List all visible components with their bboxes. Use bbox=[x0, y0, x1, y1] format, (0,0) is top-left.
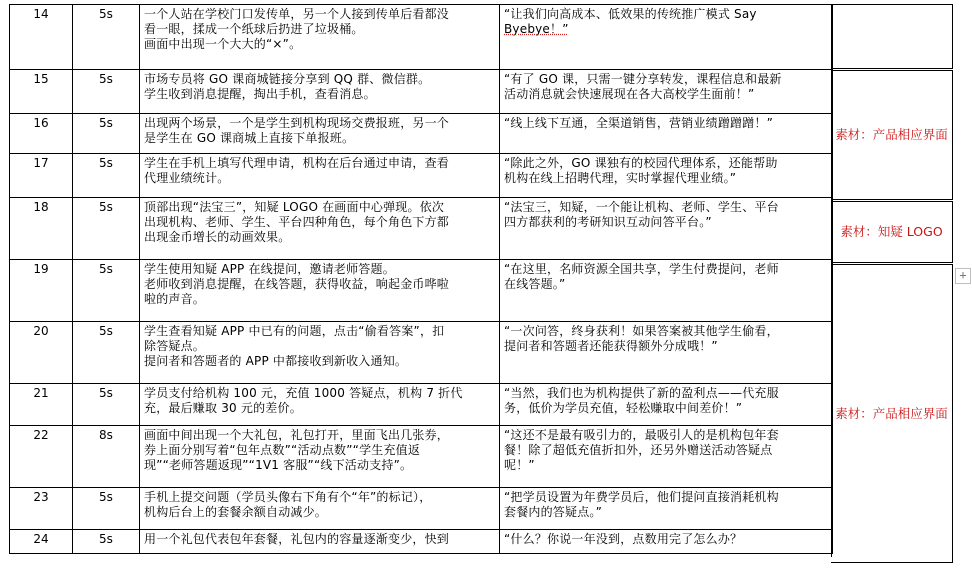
row-duration[interactable]: 5s bbox=[73, 384, 140, 426]
scene-description-cell[interactable] bbox=[140, 154, 500, 198]
row-duration[interactable]: 5s bbox=[73, 198, 140, 260]
voiceover-line: 餐！除了超低充值折扣外，还另外赠送活动答疑点 bbox=[504, 443, 773, 457]
material-note-logo[interactable] bbox=[831, 201, 953, 263]
voiceover-line: “当然，我们也为机构提供了新的盈利点——代充服 bbox=[504, 386, 779, 400]
scene-description-cell[interactable] bbox=[140, 114, 500, 154]
table-row bbox=[10, 384, 833, 426]
voiceover-line: “线上线下互通，全渠道销售，营销业绩蹭蹭蹭！” bbox=[504, 116, 774, 130]
scene-line: 用一个礼包代表包年套餐，礼包内的容量逐渐变少，快到 bbox=[144, 532, 450, 546]
table-row bbox=[10, 114, 833, 154]
scene-line: 除答疑点。 bbox=[144, 339, 206, 353]
row-duration[interactable]: 5s bbox=[73, 5, 140, 70]
voiceover-cell[interactable] bbox=[500, 530, 833, 554]
row-duration[interactable]: 5s bbox=[73, 530, 140, 554]
voiceover-line: 呢！” bbox=[504, 458, 535, 472]
scene-line: 学生在手机上填写代理申请，机构在后台通过申请，查看 bbox=[144, 156, 450, 170]
scene-line: 老师收到消息提醒，在线答题，获得收益，响起金币哗啦 bbox=[144, 277, 450, 291]
scene-line: 提问者和答题者的 APP 中都接收到新收入通知。 bbox=[144, 354, 408, 368]
notes-cell-empty[interactable] bbox=[831, 4, 953, 69]
scene-line: 学生收到消息提醒，掏出手机，查看消息。 bbox=[144, 87, 376, 101]
row-number[interactable]: 21 bbox=[10, 384, 73, 426]
scene-description-cell[interactable] bbox=[140, 384, 500, 426]
material-note-ui-2[interactable] bbox=[831, 264, 953, 563]
voiceover-cell[interactable] bbox=[500, 322, 833, 384]
row-number[interactable]: 24 bbox=[10, 530, 73, 554]
table-row bbox=[10, 198, 833, 260]
voiceover-line: “让我们向高成本、低效果的传统推广模式 Say bbox=[504, 7, 757, 21]
scene-line: 学员支付给机构 100 元，充值 1000 答疑点，机构 7 折代 bbox=[144, 386, 463, 400]
scene-line: 一个人站在学校门口发传单，另一个人接到传单后看都没 bbox=[144, 7, 450, 21]
voiceover-cell[interactable] bbox=[500, 114, 833, 154]
voiceover-cell[interactable] bbox=[500, 260, 833, 322]
table-row bbox=[10, 5, 833, 70]
table-row bbox=[10, 70, 833, 114]
voiceover-cell[interactable] bbox=[500, 70, 833, 114]
row-number[interactable]: 17 bbox=[10, 154, 73, 198]
row-duration[interactable]: 8s bbox=[73, 426, 140, 488]
row-number[interactable]: 23 bbox=[10, 488, 73, 530]
scene-line: 出现金币增长的动画效果。 bbox=[144, 230, 291, 244]
material-note-text: 素材：知疑 LOGO bbox=[840, 224, 943, 239]
row-number[interactable]: 22 bbox=[10, 426, 73, 488]
table-row bbox=[10, 322, 833, 384]
voiceover-line: “把学员设置为年费学员后，他们提问直接消耗机构 bbox=[504, 490, 779, 504]
scene-line: 啦的声音。 bbox=[144, 292, 206, 306]
row-duration[interactable]: 5s bbox=[73, 70, 140, 114]
table-row bbox=[10, 154, 833, 198]
scene-line: 代理业绩统计。 bbox=[144, 171, 230, 185]
scene-line: 学生查看知疑 APP 中已有的问题，点击“偷看答案”，扣 bbox=[144, 324, 445, 338]
row-number[interactable]: 15 bbox=[10, 70, 73, 114]
scene-line: 出现两个场景，一个是学生到机构现场交费报班，另一个 bbox=[144, 116, 450, 130]
table-row bbox=[10, 488, 833, 530]
scene-description-cell[interactable] bbox=[140, 426, 500, 488]
table-row bbox=[10, 426, 833, 488]
scene-line: 机构后台上的套餐余额自动减少。 bbox=[144, 505, 328, 519]
voiceover-cell[interactable] bbox=[500, 5, 833, 70]
scene-line: 看一眼，揉成一个纸球后扔进了垃圾桶。 bbox=[144, 22, 364, 36]
table-add-handle-icon[interactable]: + bbox=[955, 268, 971, 284]
material-note-text: 素材：产品相应界面 bbox=[835, 405, 948, 421]
scene-line: 画面中出现一个大大的“×”。 bbox=[144, 37, 302, 51]
scene-description-cell[interactable] bbox=[140, 322, 500, 384]
scene-description-cell[interactable] bbox=[140, 260, 500, 322]
voiceover-line: 提问者和答题者还能获得额外分成哦！” bbox=[504, 339, 718, 353]
voiceover-line: 活动消息就会快速展现在各大高校学生面前！” bbox=[504, 87, 755, 101]
material-note-text: 素材：产品相应界面 bbox=[835, 127, 948, 142]
scene-description-cell[interactable] bbox=[140, 488, 500, 530]
voiceover-line: 务，低价为学员充值，轻松赚取中间差价！” bbox=[504, 401, 743, 415]
table-row bbox=[10, 260, 833, 322]
row-duration[interactable]: 5s bbox=[73, 260, 140, 322]
voiceover-line: “有了 GO 课，只需一键分享转发，课程信息和最新 bbox=[504, 72, 782, 86]
scene-line: 顶部出现“法宝三”，知疑 LOGO 在画面中心弹现。依次 bbox=[144, 200, 445, 214]
scene-line: 学生使用知疑 APP 在线提问，邀请老师答题。 bbox=[144, 262, 395, 276]
scene-line: 出现机构、老师、学生、平台四种角色，每个角色下方都 bbox=[144, 215, 450, 229]
row-number[interactable]: 18 bbox=[10, 198, 73, 260]
scene-line: 券上面分别写着“包年点数”“活动点数”“学生充值返 bbox=[144, 443, 421, 457]
voiceover-line: “一次问答，终身获利！如果答案被其他学生偷看， bbox=[504, 324, 779, 338]
voiceover-line: “除此之外，GO 课独有的校园代理体系，还能帮助 bbox=[504, 156, 778, 170]
voiceover-cell[interactable] bbox=[500, 384, 833, 426]
scene-description-cell[interactable] bbox=[140, 198, 500, 260]
storyboard-table bbox=[9, 4, 833, 554]
scene-description-cell[interactable] bbox=[140, 530, 500, 554]
row-duration[interactable]: 5s bbox=[73, 114, 140, 154]
voiceover-line: 四方都获利的考研知识互动问答平台。” bbox=[504, 215, 712, 229]
voiceover-line: 机构在线上招聘代理，实时掌握代理业绩。” bbox=[504, 171, 737, 185]
voiceover-cell[interactable] bbox=[500, 426, 833, 488]
voiceover-line: 在线答题。” bbox=[504, 277, 566, 291]
scene-line: 充，最后赚取 30 元的差价。 bbox=[144, 401, 302, 415]
voiceover-cell[interactable] bbox=[500, 198, 833, 260]
row-duration[interactable]: 5s bbox=[73, 488, 140, 530]
row-number[interactable]: 14 bbox=[10, 5, 73, 70]
row-duration[interactable]: 5s bbox=[73, 154, 140, 198]
row-number[interactable]: 20 bbox=[10, 322, 73, 384]
scene-line: 手机上提交问题（学员头像右下角有个“年”的标记）， bbox=[144, 490, 432, 504]
row-number[interactable]: 16 bbox=[10, 114, 73, 154]
scene-description-cell[interactable] bbox=[140, 5, 500, 70]
voiceover-line: “法宝三，知疑，一个能让机构、老师、学生、平台 bbox=[504, 200, 779, 214]
voiceover-line: “这还不是最有吸引力的，最吸引人的是机构包年套 bbox=[504, 428, 779, 442]
material-note-ui[interactable] bbox=[831, 70, 953, 200]
voiceover-cell[interactable] bbox=[500, 154, 833, 198]
voiceover-line: “在这里，名师资源全国共享，学生付费提问，老师 bbox=[504, 262, 779, 276]
row-number[interactable]: 19 bbox=[10, 260, 73, 322]
scene-line: 画面中间出现一个大礼包，礼包打开，里面飞出几张券， bbox=[144, 428, 450, 442]
scene-line: 市场专员将 GO 课商城链接分享到 QQ 群、微信群。 bbox=[144, 72, 431, 86]
voiceover-line: “什么？你说一年没到，点数用完了怎么办？ bbox=[504, 532, 743, 546]
voiceover-cell[interactable] bbox=[500, 488, 833, 530]
voiceover-line: 套餐内的答疑点。” bbox=[504, 505, 603, 519]
scene-line: 是学生在 GO 课商城上直接下单报班。 bbox=[144, 131, 355, 145]
scene-description-cell[interactable] bbox=[140, 70, 500, 114]
voiceover-line: Byebye！” bbox=[504, 22, 569, 36]
row-duration[interactable]: 5s bbox=[73, 322, 140, 384]
scene-line: 现”“老师答题返现”“1V1 客服”“线下活动支持”。 bbox=[144, 458, 413, 472]
table-row bbox=[10, 530, 833, 554]
